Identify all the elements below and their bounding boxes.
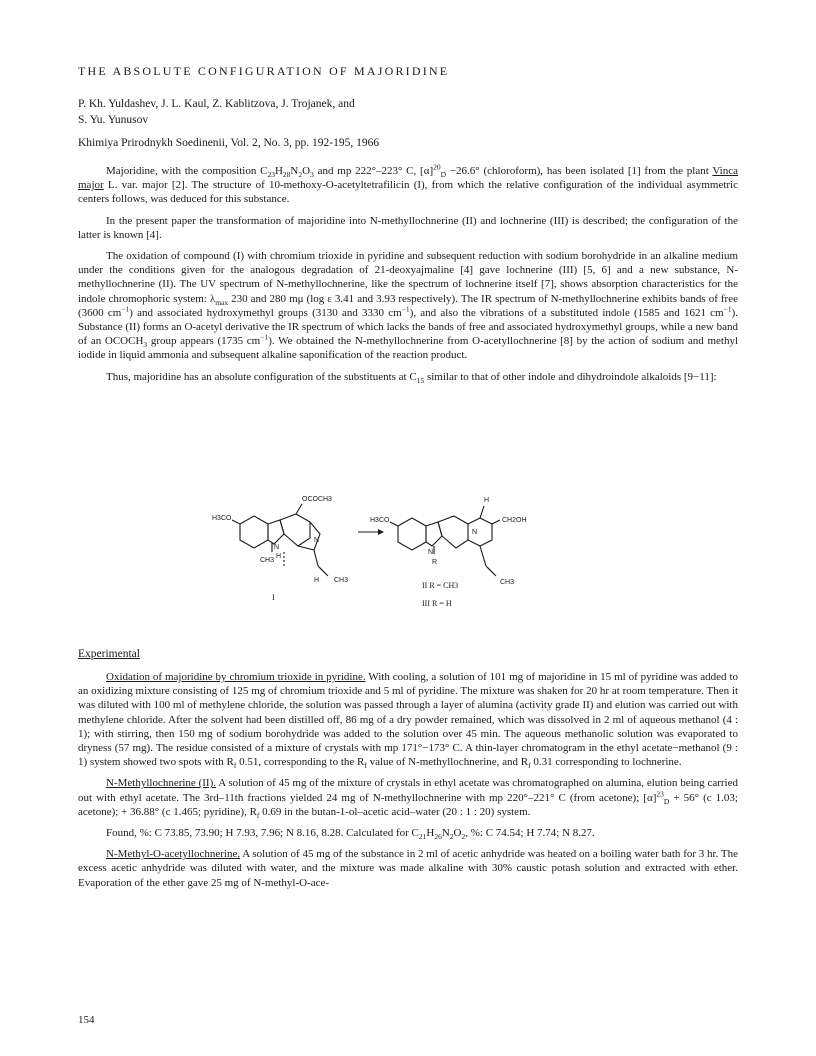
paragraph-4: Thus, majoridine has an absolute configuration of the substituents at $C_{15}$ similar to that of other indole and dihydroindole alkaloids [9−11]:: [106, 370, 717, 385]
n-label-2: N: [314, 537, 320, 544]
h-bottom-label: H: [314, 577, 320, 584]
reaction-arrow-head: [378, 529, 384, 535]
plant-name: Vinca major: [78, 165, 738, 192]
ch3-right-label: CH3: [500, 579, 515, 586]
structural-formulas-figure: [210, 494, 570, 634]
reaction-scheme: [210, 494, 570, 634]
compound-iii-label: III R = H: [422, 599, 452, 608]
experimental-paragraph-2: N-Methyllochnerine (II). A solution of 45 mg of the mixture of crystals in ethyl acetate was chromatographed on alumina, elution being carried out with ethyl acetate. The 3rd–11th fractions yielded 24 mg of N-methyllochnerine with mp 220°–221° C (from acetone); $[\alpha]^{23}_D + 56^\circ$ (c 1.03; acetone); + 36.88° (c 1.465; pyridine), $R_f$ 0.69 in the butan-1-ol–acetic acid–water (20 : 1 : 20) system.: [78, 777, 738, 821]
authors-line-1: P. Kh. Yuldashev, J. L. Kaul, Z. Kablitzova, J. Trojanek, and: [78, 98, 355, 110]
page-number: 154: [78, 1014, 95, 1026]
h-small-label: H: [276, 553, 282, 560]
n-label-3: N: [428, 549, 434, 556]
experimental-paragraph-4: N-Methyl-O-acetyllochnerine. A solution of 45 mg of the substance in 2 ml of acetic anhydride was heated on a boiling water bath for 3 hr. The excess acetic anhydride was diluted with water, and the mixture was made alkaline with 30% caustic potash solution and extracted with ether. Evaporation of the ether gave 25 mg of N-methyl-O-ace-: [78, 848, 738, 889]
oxidation-heading: Oxidation of majoridine by chromium trioxide in pyridine.: [106, 671, 366, 683]
h3co-left-label: H3CO: [212, 515, 232, 522]
ch3-n-label: CH3: [260, 557, 275, 564]
paragraph-3: The oxidation of compound (I) with chromium trioxide in pyridine and subsequent reduction with sodium borohydride in an alkaline medium under the conditions given for the analogous degradation of 21-deoxyajmaline [4] gave lochnerine (III) [5, 6] and a new substance, N-methyllochnerine (II). The UV spectrum of N-methyllochnerine, like the spectrum of lochnerine itself [7], shows absorption characteristics for the indole chromophoric system: $\lambda_{max}$ 230 and 280 mμ (log ε 3.41 and 3.93 respectively). The IR spectrum of N-methyllochnerine exhibits bands of free (3600 $cm^{-1}$) and associated hydroxymethyl groups (3130 and 3330 $cm^{-1}$), and also the vibrations of a substituted indole (1585 and 1621 $cm^{-1}$). Substance (II) forms an O-acetyl derivative the IR spectrum of which lacks the bands of free and associated hydroxymethyl groups, while a new band of an $OCOCH_3$ group appears (1735 $cm^{-1}$). We obtained the N-methyllochnerine from O-acetyllochnerine [8] by the action of sodium and methyl iodide in liquid ammonia and subsequent alkaline saponification of the reaction product.: [78, 250, 739, 362]
paragraph-1: Majoridine, with the composition $C_{23}H_{28}N_2O_3$ and mp 222°–223° C, $[\alpha]^{20}_D -26.6^\circ$ (chloroform), has been isolated [1] from the plant Vinca major L. var. major [2]. The structure of 10-methoxy-O-acetyltetrafilicin (I), from which the relative configuration of the individual asymmetric centers follows, was deduced for this substance.: [78, 162, 738, 206]
experimental-paragraph-3: Found, %: C 73.85, 73.90; H 7.93, 7.96; N 8.16, 8.28. Calculated for $C_{21}H_{26}N_2O_2$, %: C 74.54; H 7.74; N 8.27.: [106, 827, 595, 842]
n-label-1: N: [274, 544, 280, 551]
author-list: [78, 96, 678, 128]
acetyl-heading: N-Methyl-O-acetyllochnerine.: [106, 848, 241, 861]
structure-ii-iii-drawing: [390, 506, 500, 576]
r-label: R: [432, 559, 438, 566]
experimental-text: [78, 670, 738, 897]
h-top-label: H: [484, 497, 490, 504]
authors-line-2: S. Yu. Yunusov: [78, 114, 149, 126]
journal-citation: Khimiya Prirodnykh Soedinenii, Vol. 2, No. 3, pp. 192-195, 1966: [78, 137, 380, 149]
experimental-heading: Experimental: [78, 648, 140, 660]
ch3-bottom-label: CH3: [334, 577, 349, 584]
n-label-4: N: [472, 529, 478, 536]
compound-i-label: I: [272, 593, 275, 602]
h3co-right-label: H3CO: [370, 517, 390, 524]
article-title: THE ABSOLUTE CONFIGURATION OF MAJORIDINE: [78, 64, 450, 78]
introduction-text: [78, 164, 738, 391]
paragraph-2: In the present paper the transformation of majoridine into N-methyllochnerine (II) and lochnerine (III) is described; the configuration of the latter is known [4].: [78, 214, 738, 241]
experimental-paragraph-1: Oxidation of majoridine by chromium trioxide in pyridine. With cooling, a solution of 101 mg of majoridine in 15 ml of pyridine was added to an oxidizing mixture consisting of 125 mg of chromium trioxide and 5 ml of pyridine. The mixture was shaken for 20 hr at room temperature. Then it was diluted with 100 ml of methylene chloride, the solution was passed through a layer of alumina (activity grade II) and elution was carried out with methylene chloride. After the solvent had been distilled off, 86 mg of a dry powder remained, which was dissolved in 2 ml of aqueous methanol (4 : 1); with stirring, then 150 mg of sodium borohydride was added to the solution over 45 min. The aqueous methanolic solution was evaporated to dryness (57 mg). The residue consisted of a mixture of crystals with mp 171°−173° C. A thin-layer chromatogram in the ethyl acetate−methanol (9 : 1) system showed two spots with $R_f$ 0.51, corresponding to the $R_f$ value of N-methyllochnerine, and $R_f$ 0.31 corresponding to lochnerine.: [78, 671, 738, 771]
ch2oh-label: CH2OH: [502, 517, 527, 524]
compound-ii-label: II R = CH3: [422, 581, 459, 590]
ococh3-label: OCOCH3: [302, 496, 332, 503]
n-methyllochnerine-heading: N-Methyllochnerine (II).: [106, 777, 217, 790]
